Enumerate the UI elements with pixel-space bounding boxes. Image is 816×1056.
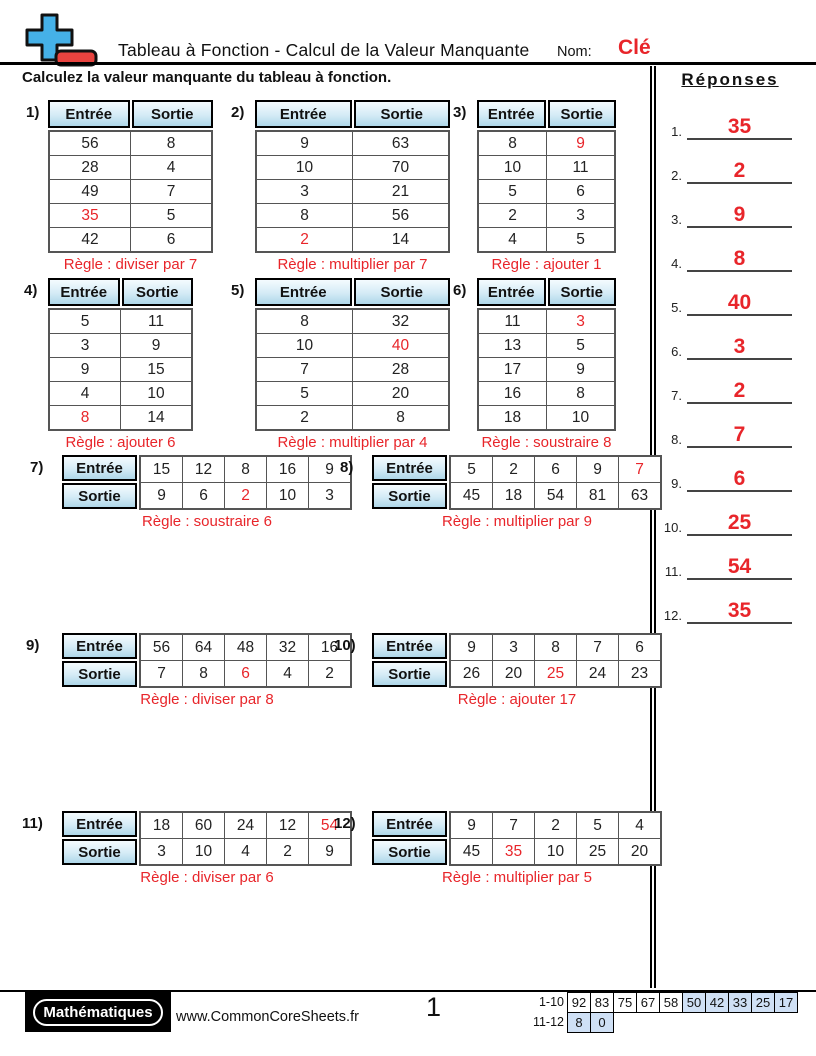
entree-cell: 48 [225,635,266,660]
table-header-row [48,100,213,128]
sortie-cell: 2 [225,483,266,508]
entree-cell: 3 [257,180,352,203]
entree-cell: 10 [257,156,352,179]
sortie-cell: 11 [547,156,614,179]
rule-text: Règle : ajouter 1 [491,256,602,273]
rule-text: Règle : ajouter 17 [457,691,577,708]
table-body [449,455,662,510]
answer-number: 9. [671,476,682,491]
entree-cell: 56 [50,132,130,155]
name-label: Nom: [557,44,592,60]
instructions-text: Calculez la valeur manquante du tableau à fonction. [22,69,392,86]
score-cell: 75 [613,992,637,1013]
problem-number: 10) [334,637,356,654]
sortie-cell: 14 [353,228,448,251]
entree-cell: 3 [50,334,120,357]
entree-cell: 24 [225,813,266,838]
rule-text: Règle : multiplier par 5 [441,869,593,886]
sortie-cell: 6 [547,180,614,203]
entree-cell: 18 [479,406,546,429]
page-number: 1 [426,992,442,1022]
answer-item [656,280,792,316]
sortie-cell: 18 [493,483,534,508]
table-body [255,308,450,431]
entree-cell: 28 [50,156,130,179]
sortie-cell: 28 [353,358,448,381]
sortie-cell: 23 [619,661,660,686]
function-table [255,278,450,451]
entree-cell: 9 [50,358,120,381]
sortie-cell: 3 [141,839,182,864]
score-cell: 8 [567,1012,591,1033]
name-value: Clé [618,36,651,59]
sortie-cell: 14 [121,406,191,429]
problem-number: 4) [24,282,38,299]
sortie-cell: 4 [225,839,266,864]
table-body [477,130,616,253]
entree-cell: 9 [451,813,492,838]
sortie-cell: 63 [353,132,448,155]
entree-cell: 4 [479,228,546,251]
answer-value: 54 [687,555,792,580]
function-table [477,278,616,451]
entree-header-cell: Entrée [255,100,352,128]
problem-number: 11) [22,815,43,832]
entree-cell: 42 [50,228,130,251]
answer-value: 35 [687,115,792,140]
rule-text: Règle : diviser par 8 [140,691,274,708]
sortie-cell: 15 [121,358,191,381]
sortie-cell: 9 [547,132,614,155]
table-header-column [372,455,447,510]
score-cell: 25 [751,992,775,1013]
sortie-cell: 2 [309,661,350,686]
function-table [477,100,616,273]
footer-brand-block [25,992,171,1032]
answer-item [656,104,792,140]
entree-header-cell: Entrée [372,455,447,481]
score-cell: 92 [567,992,591,1013]
sortie-header-cell: Sortie [122,278,194,306]
sortie-cell: 56 [353,204,448,227]
problem-number: 12) [334,815,356,832]
entree-cell: 5 [50,310,120,333]
sortie-cell: 9 [141,483,182,508]
entree-cell: 7 [493,813,534,838]
sortie-cell: 63 [619,483,660,508]
score-table [524,992,798,1033]
rule-text: Règle : soustraire 6 [141,513,273,530]
function-table [62,811,352,886]
rule-text: Règle : multiplier par 4 [277,434,428,451]
answer-value: 2 [687,159,792,184]
table-body [139,811,352,866]
score-row-label: 1-10 [538,995,564,1009]
entree-header-cell: Entrée [62,633,137,659]
table-header-row [255,100,450,128]
entree-cell: 17 [479,358,546,381]
table-header-row [477,278,616,306]
entree-cell: 5 [479,180,546,203]
sortie-header-cell: Sortie [548,100,617,128]
entree-header-cell: Entrée [477,278,546,306]
function-table [48,278,193,451]
sortie-cell: 40 [353,334,448,357]
score-cell: 83 [590,992,614,1013]
answer-item [656,324,792,360]
table-grid-wrap [372,633,662,688]
sortie-header-cell: Sortie [62,483,137,509]
function-table [372,811,662,886]
table-header-row [477,100,616,128]
answer-number: 12. [663,608,682,623]
answer-number: 4. [671,256,682,271]
entree-cell: 8 [535,635,576,660]
table-grid-wrap [372,455,662,510]
sortie-cell: 32 [353,310,448,333]
entree-cell: 12 [267,813,308,838]
sortie-cell: 11 [121,310,191,333]
sortie-cell: 81 [577,483,618,508]
sortie-cell: 8 [183,661,224,686]
entree-header-cell: Entrée [372,811,447,837]
sortie-cell: 8 [353,406,448,429]
sortie-cell: 25 [535,661,576,686]
answer-value: 6 [687,467,792,492]
rule-text: Règle : multiplier par 9 [441,513,593,530]
table-header-column [62,811,137,866]
entree-cell: 18 [141,813,182,838]
entree-cell: 49 [50,180,130,203]
entree-cell: 8 [257,310,352,333]
entree-header-cell: Entrée [62,455,137,481]
table-body [139,633,352,688]
table-header-row [48,278,193,306]
entree-cell: 16 [267,457,308,482]
sortie-cell: 3 [309,483,350,508]
sortie-cell: 45 [451,839,492,864]
answer-number: 2. [671,168,682,183]
score-cell: 0 [590,1012,614,1033]
entree-cell: 2 [257,228,352,251]
entree-cell: 15 [141,457,182,482]
answer-number: 8. [671,432,682,447]
table-grid-wrap [62,633,352,688]
answer-item [656,456,792,492]
sortie-cell: 5 [547,334,614,357]
answer-item [656,368,792,404]
entree-cell: 9 [309,457,350,482]
entree-cell: 2 [257,406,352,429]
score-cell: 58 [659,992,683,1013]
entree-cell: 9 [257,132,352,155]
answer-item [656,588,792,624]
answer-value: 2 [687,379,792,404]
rule-text: Règle : soustraire 8 [481,434,612,451]
entree-cell: 4 [619,813,660,838]
sortie-cell: 6 [183,483,224,508]
entree-cell: 2 [479,204,546,227]
sortie-cell: 10 [535,839,576,864]
answers-title: Réponses [681,70,779,89]
answer-number: 7. [671,388,682,403]
answer-number: 1. [671,124,682,139]
sortie-header-cell: Sortie [354,278,451,306]
plus-minus-logo-icon [18,12,98,68]
entree-header-cell: Entrée [48,100,130,128]
problem-number: 3) [453,104,467,121]
table-header-row [255,278,450,306]
answer-number: 10. [663,520,682,535]
sortie-cell: 10 [121,382,191,405]
rule-text: Règle : diviser par 6 [140,869,274,886]
answer-number: 11. [664,564,682,579]
sortie-cell: 45 [451,483,492,508]
entree-cell: 60 [183,813,224,838]
sortie-cell: 3 [547,310,614,333]
entree-cell: 8 [257,204,352,227]
sortie-cell: 10 [267,483,308,508]
sortie-cell: 10 [547,406,614,429]
entree-cell: 5 [257,382,352,405]
table-header-column [372,811,447,866]
sortie-header-cell: Sortie [354,100,451,128]
sortie-cell: 21 [353,180,448,203]
entree-cell: 16 [479,382,546,405]
sortie-cell: 8 [131,132,211,155]
answer-value: 40 [687,291,792,316]
page-title: Tableau à Fonction - Calcul de la Valeur Manquante [118,40,530,60]
entree-cell: 3 [493,635,534,660]
sortie-cell: 70 [353,156,448,179]
entree-cell: 5 [451,457,492,482]
entree-cell: 64 [183,635,224,660]
rule-text: Règle : multiplier par 7 [277,256,428,273]
score-cell: 17 [774,992,798,1013]
sortie-cell: 5 [131,204,211,227]
entree-cell: 8 [50,406,120,429]
function-table [62,633,352,708]
problem-number: 2) [231,104,245,121]
table-header-column [372,633,447,688]
entree-header-cell: Entrée [477,100,546,128]
entree-cell: 2 [535,813,576,838]
answer-item [656,236,792,272]
problem-number: 8) [340,459,354,476]
sortie-header-cell: Sortie [372,839,447,865]
rule-text: Règle : diviser par 7 [63,256,198,273]
sortie-cell: 4 [131,156,211,179]
sortie-header-cell: Sortie [548,278,617,306]
entree-cell: 35 [50,204,130,227]
entree-cell: 10 [479,156,546,179]
entree-cell: 32 [267,635,308,660]
entree-header-cell: Entrée [372,633,447,659]
answer-number: 6. [671,344,682,359]
entree-header-cell: Entrée [48,278,120,306]
sortie-header-cell: Sortie [372,661,447,687]
entree-cell: 8 [479,132,546,155]
entree-header-cell: Entrée [255,278,352,306]
sortie-cell: 7 [131,180,211,203]
sortie-cell: 20 [353,382,448,405]
table-header-column [62,455,137,510]
rule-text: Règle : ajouter 6 [65,434,176,451]
table-header-column [62,633,137,688]
problem-number: 6) [453,282,467,299]
sortie-cell: 54 [535,483,576,508]
score-cell: 42 [705,992,729,1013]
score-cell: 67 [636,992,660,1013]
answer-value: 7 [687,423,792,448]
answer-value: 8 [687,247,792,272]
sortie-cell: 5 [547,228,614,251]
sortie-cell: 24 [577,661,618,686]
entree-cell: 16 [309,635,350,660]
problem-number: 5) [231,282,245,299]
sortie-cell: 26 [451,661,492,686]
problem-number: 7) [30,459,44,476]
answer-item [656,148,792,184]
sortie-cell: 4 [267,661,308,686]
entree-cell: 13 [479,334,546,357]
entree-cell: 7 [257,358,352,381]
entree-cell: 2 [493,457,534,482]
score-cell: 50 [682,992,706,1013]
sortie-cell: 7 [141,661,182,686]
answer-number: 3. [671,212,682,227]
entree-cell: 56 [141,635,182,660]
function-table [62,455,352,530]
sortie-header-cell: Sortie [62,839,137,865]
table-body [48,308,193,431]
sortie-cell: 9 [121,334,191,357]
entree-header-cell: Entrée [62,811,137,837]
sortie-cell: 8 [547,382,614,405]
sortie-header-cell: Sortie [372,483,447,509]
sortie-cell: 20 [493,661,534,686]
entree-cell: 11 [479,310,546,333]
problem-number: 1) [26,104,40,121]
sortie-cell: 20 [619,839,660,864]
score-row [524,992,798,1013]
answer-item [656,192,792,228]
table-body [255,130,450,253]
table-body [48,130,213,253]
function-table [372,633,662,708]
entree-cell: 7 [619,457,660,482]
header-divider-line [0,62,816,65]
table-grid-wrap [372,811,662,866]
answer-number: 5. [671,300,682,315]
sortie-cell: 10 [183,839,224,864]
sortie-cell: 25 [577,839,618,864]
answer-value: 35 [687,599,792,624]
entree-cell: 8 [225,457,266,482]
score-row-label: 11-12 [532,1015,564,1029]
answer-item [656,544,792,580]
website-link: www.CommonCoreSheets.fr [176,1009,359,1025]
sortie-cell: 2 [267,839,308,864]
answer-item [656,500,792,536]
entree-cell: 9 [577,457,618,482]
problem-number: 9) [26,637,40,654]
entree-cell: 54 [309,813,350,838]
sortie-header-cell: Sortie [62,661,137,687]
entree-cell: 10 [257,334,352,357]
entree-cell: 6 [535,457,576,482]
score-cell: 33 [728,992,752,1013]
table-body [449,811,662,866]
sortie-cell: 9 [547,358,614,381]
sortie-cell: 6 [225,661,266,686]
brand-badge: Mathématiques [33,999,162,1026]
entree-cell: 12 [183,457,224,482]
answer-value: 3 [687,335,792,360]
table-grid-wrap [62,455,352,510]
sortie-cell: 3 [547,204,614,227]
entree-cell: 4 [50,382,120,405]
table-grid-wrap [62,811,352,866]
entree-cell: 9 [451,635,492,660]
function-table [255,100,450,273]
answer-value: 25 [687,511,792,536]
entree-cell: 6 [619,635,660,660]
answer-value: 9 [687,203,792,228]
sortie-cell: 9 [309,839,350,864]
sortie-header-cell: Sortie [132,100,214,128]
score-row [524,1012,798,1033]
entree-cell: 5 [577,813,618,838]
table-body [449,633,662,688]
function-table [48,100,213,273]
entree-cell: 7 [577,635,618,660]
answer-item [656,412,792,448]
function-table [372,455,662,530]
table-body [139,455,352,510]
sortie-cell: 35 [493,839,534,864]
table-body [477,308,616,431]
sortie-cell: 6 [131,228,211,251]
